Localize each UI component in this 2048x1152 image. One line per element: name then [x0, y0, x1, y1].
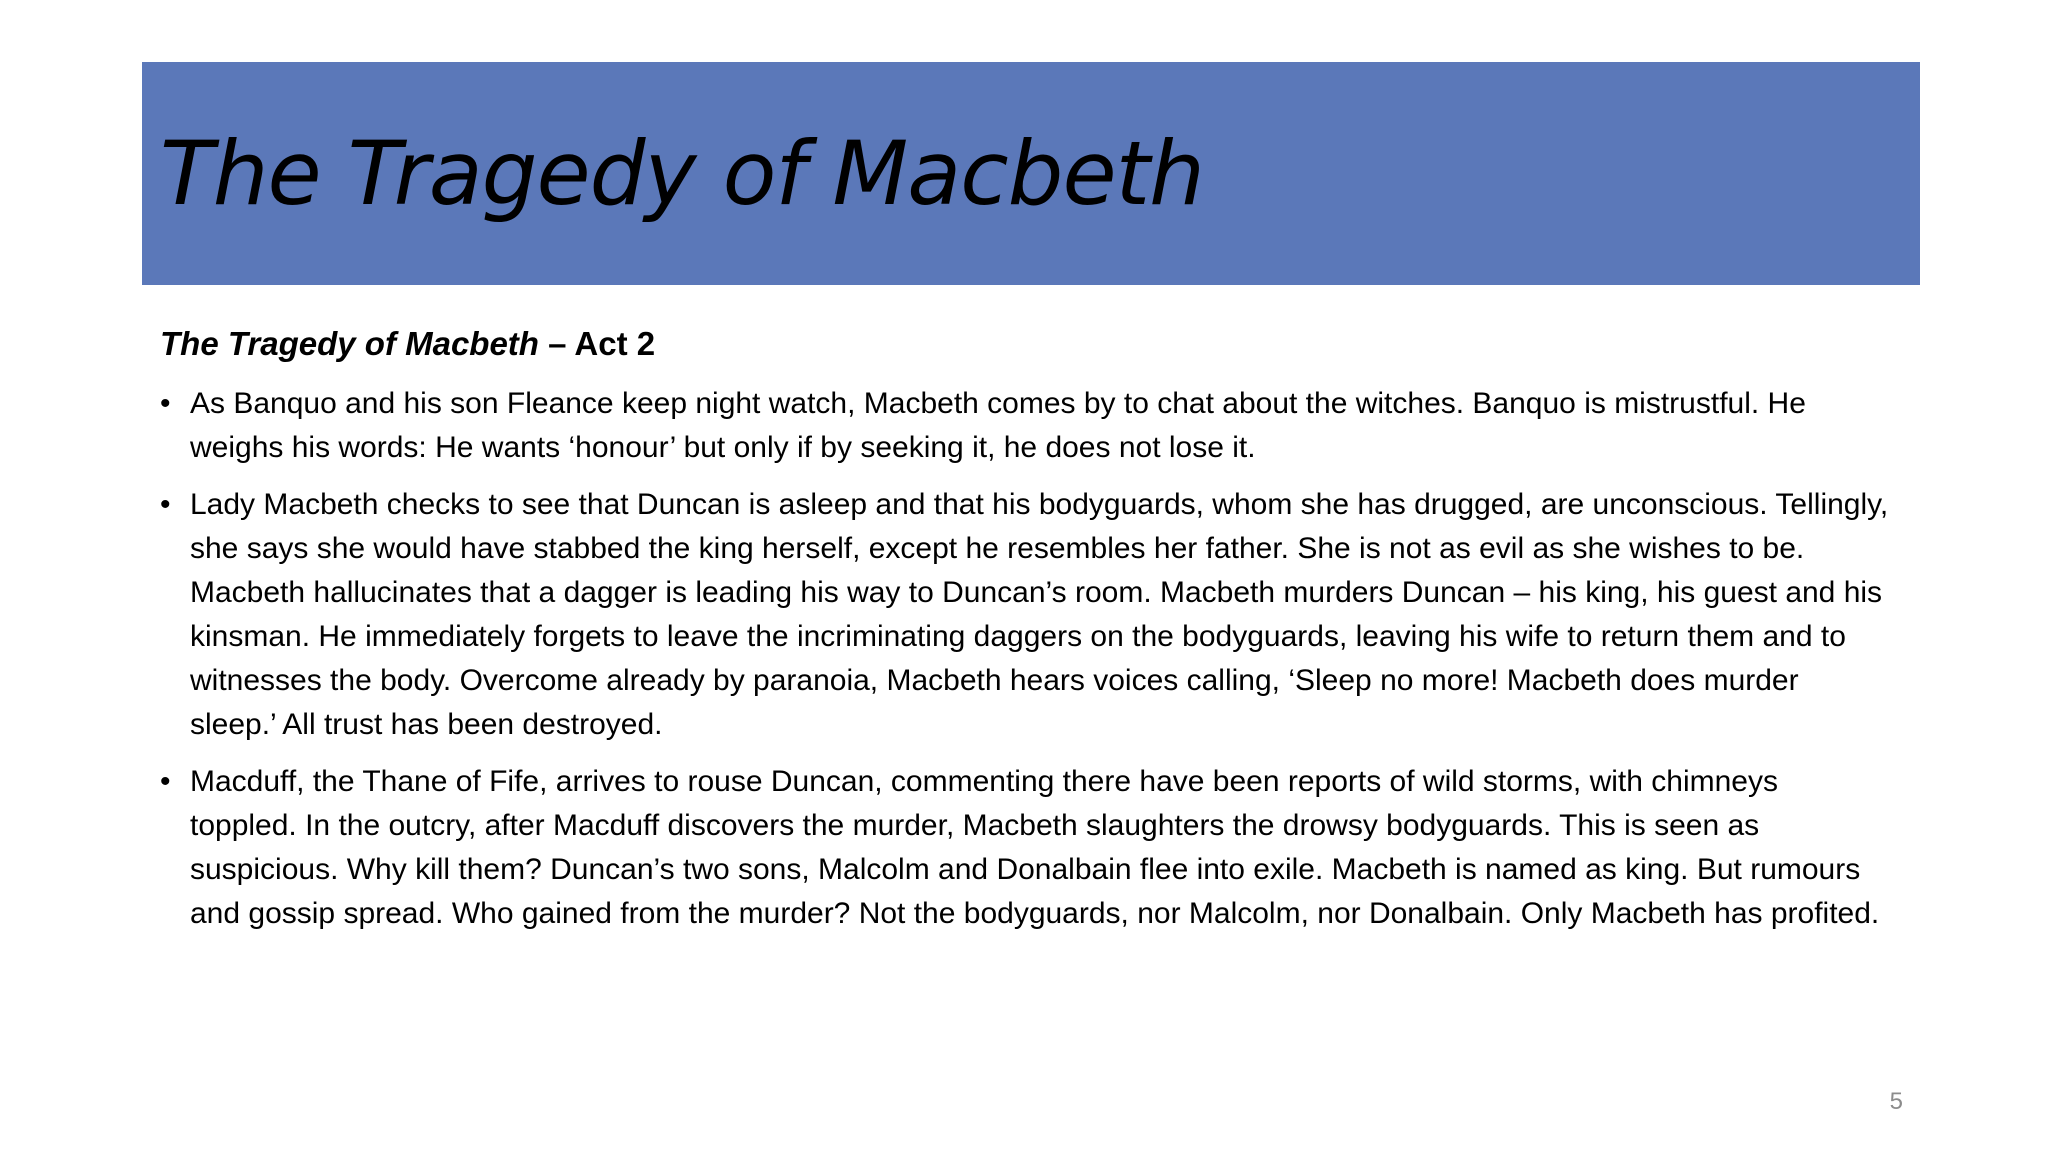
slide-title: The Tragedy of Macbeth	[160, 121, 1204, 225]
bullet-list	[160, 382, 1890, 936]
bullet-marker: •	[160, 488, 171, 521]
bullet-text: Macduff, the Thane of Fife, arrives to rouse Duncan, commenting there have been reports of wild storms, with chimneys toppled. In the outcry, after Macduff discovers the murder, Macbeth slaughters the drowsy bodyguards. This is seen as suspicious. Why kill them? Duncan’s two sons, Malcolm and Donalbain flee into exile. Macbeth is named as king. But rumours and gossip spread. Who gained from the murder? Not the bodyguards, nor Malcolm, nor Donalbain. Only Macbeth has profited.	[190, 765, 1880, 930]
bullet-marker: •	[160, 387, 171, 420]
slide-content	[160, 320, 1890, 949]
bullet-text: As Banquo and his son Fleance keep night watch, Macbeth comes by to chat about the witches. Banquo is mistrustful. He weighs his words: He wants ‘honour’ but only if by seeking it, he does not lose it.	[190, 387, 1806, 464]
title-band	[142, 62, 1920, 285]
bullet-text: Lady Macbeth checks to see that Duncan is asleep and that his bodyguards, whom she has drugged, are unconscious. Tellingly, she says she would have stabbed the king herself, except he resembles her father. She is not as evil as she wishes to be. Macbeth hallucinates that a dagger is leading his way to Duncan’s room. Macbeth murders Duncan – his king, his guest and his kinsman. He immediately forgets to leave the incriminating daggers on the bodyguards, leaving his wife to return them and to witnesses the body. Overcome already by paranoia, Macbeth hears voices calling, ‘Sleep no more! Macbeth does murder sleep.’ All trust has been destroyed.	[190, 488, 1889, 741]
page-number: 5	[1889, 1088, 1903, 1115]
subheading-act: – Act 2	[538, 325, 656, 362]
bullet-item	[160, 760, 1890, 936]
bullet-marker: •	[160, 765, 171, 798]
bullet-item	[160, 483, 1890, 747]
bullet-item	[160, 382, 1890, 470]
slide-subheading	[160, 320, 1890, 368]
subheading-play-title: The Tragedy of Macbeth	[160, 325, 539, 362]
